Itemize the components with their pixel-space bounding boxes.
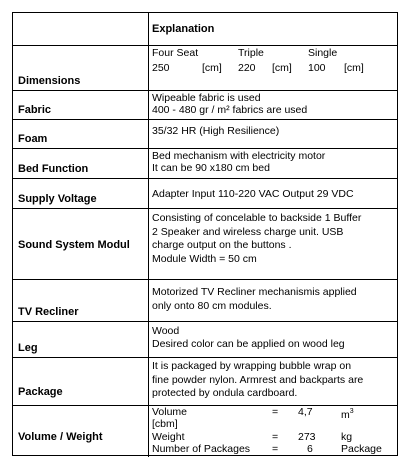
- value-line: only onto 80 cm modules.: [152, 299, 272, 312]
- row-sound-system: [13, 209, 397, 280]
- row-supply-voltage: [13, 179, 397, 209]
- value-line: Bed mechanism with electricity motor: [152, 150, 326, 162]
- volume-equals: =: [272, 406, 279, 418]
- label-cell: [13, 358, 149, 405]
- four-seat-label: Four Seat: [152, 47, 199, 59]
- weight-label: Weight: [152, 431, 185, 443]
- header-title: Explanation: [152, 23, 215, 35]
- weight-unit: kg: [341, 431, 353, 443]
- value-cell: [152, 150, 395, 174]
- header-empty-cell: [13, 13, 149, 45]
- row-bed-function: [13, 149, 397, 179]
- row-fabric: [13, 91, 397, 120]
- volume-value: 4,7: [298, 406, 313, 418]
- value-cell: [152, 286, 395, 313]
- value-cell: [152, 360, 395, 401]
- label-cell: [13, 406, 149, 457]
- four-seat-value: 250: [152, 62, 170, 74]
- specification-table: [12, 12, 398, 456]
- packages-equals: =: [272, 443, 279, 455]
- label-cell: [13, 149, 149, 178]
- value-line: protected by ondula cardboard.: [152, 387, 298, 399]
- volume-unit-cbm: [cbm]: [152, 418, 178, 430]
- value-cell: [152, 125, 395, 137]
- row-package: [13, 358, 397, 406]
- four-seat-unit: [cm]: [202, 62, 222, 74]
- label-cell: [13, 91, 149, 119]
- label-cell: [13, 280, 149, 321]
- row-label: Dimensions: [18, 75, 81, 87]
- value-line: Wood: [152, 325, 180, 337]
- row-label: Sound System Modul: [18, 239, 130, 251]
- value-line: Desired color can be applied on wood leg: [152, 338, 345, 350]
- label-cell: [13, 209, 149, 279]
- value-cell: [152, 92, 395, 116]
- row-label: Fabric: [18, 104, 52, 116]
- triple-unit: [cm]: [272, 62, 292, 74]
- row-dimensions: [13, 46, 397, 91]
- value-line: 2 Speaker and wireless charge unit. USB: [152, 225, 344, 238]
- single-label: Single: [308, 47, 338, 59]
- value-cell: [152, 212, 395, 266]
- value-line: It is packaged by wrapping bubble wrap on: [152, 360, 352, 372]
- row-volume-weight: [13, 406, 397, 457]
- row-label: Foam: [18, 133, 48, 145]
- label-cell: [13, 46, 149, 90]
- row-label: Supply Voltage: [18, 193, 97, 205]
- row-foam: [13, 120, 397, 149]
- single-value: 100: [308, 62, 326, 74]
- triple-value: 220: [238, 62, 256, 74]
- value-line: Adapter Input 110-220 VAC Output 29 VDC: [152, 188, 354, 200]
- value-line: 35/32 HR (High Resilience): [152, 125, 280, 137]
- weight-value: 273: [298, 431, 316, 443]
- weight-equals: =: [272, 431, 279, 443]
- row-label: Bed Function: [18, 163, 89, 175]
- value-line: Motorized TV Recliner mechanismis applied: [152, 286, 357, 298]
- triple-label: Triple: [238, 47, 264, 59]
- row-label: Volume / Weight: [18, 431, 103, 443]
- row-leg: [13, 322, 397, 358]
- packages-value: 6: [307, 443, 313, 455]
- volume-unit: $m^3$: [341, 408, 354, 421]
- packages-unit: Package: [341, 443, 382, 455]
- value-line: fine powder nylon. Armrest and backparts are: [152, 373, 364, 386]
- value-line: Module Width = 50 cm: [152, 252, 257, 265]
- single-unit: [cm]: [344, 62, 364, 74]
- label-cell: [13, 179, 149, 208]
- header-row: [13, 13, 397, 46]
- label-cell: [13, 322, 149, 357]
- row-tv-recliner: [13, 280, 397, 322]
- row-label: Leg: [18, 342, 38, 354]
- value-line: Wipeable fabric is used: [152, 92, 261, 104]
- label-cell: [13, 120, 149, 148]
- row-label: Package: [18, 386, 63, 398]
- value-line: charge output on the buttons .: [152, 239, 292, 251]
- value-line: Consisting of concelable to backside 1 Buffer: [152, 212, 362, 224]
- row-label: TV Recliner: [18, 306, 79, 318]
- value-line: 400 - 480 gr / m² fabrics are used: [152, 104, 308, 116]
- value-cell: [152, 188, 395, 200]
- value-cell: [152, 325, 395, 351]
- volume-label: Volume: [152, 406, 188, 418]
- packages-label: Number of Packages: [152, 443, 251, 455]
- value-line: It can be 90 x180 cm bed: [152, 162, 270, 174]
